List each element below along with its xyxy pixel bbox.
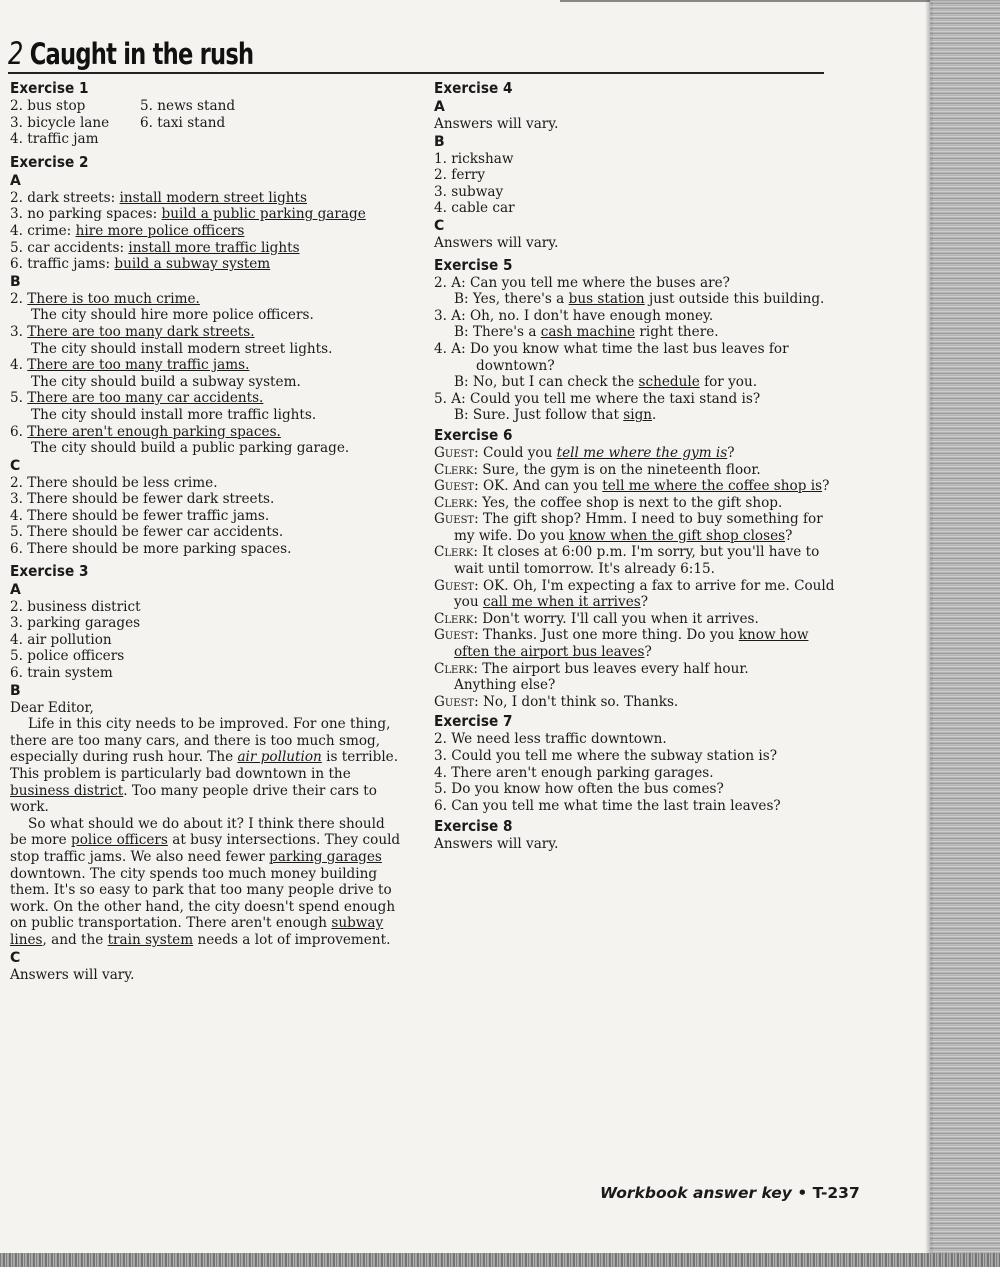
list-item: 5. There are too many car accidents. bbox=[10, 390, 264, 407]
list-item: 2. There should be less crime. bbox=[10, 474, 218, 491]
exercise-7-title: Exercise 7 bbox=[434, 712, 513, 731]
exercise-2-part-b bbox=[10, 291, 420, 457]
exercise-4-part-c-text: Answers will vary. bbox=[434, 234, 559, 251]
list-item: 6. traffic jams: build a subway system bbox=[10, 256, 271, 273]
left-column bbox=[10, 77, 420, 983]
list-item: 2. dark streets: install modern street lights bbox=[10, 189, 307, 206]
exercise-5-title: Exercise 5 bbox=[434, 255, 513, 274]
dialogue-line: Guest: Could you tell me where the gym is? bbox=[434, 444, 735, 461]
list-item: 4. air pollution bbox=[10, 631, 112, 648]
chapter-title bbox=[8, 36, 253, 72]
exercise-4-part-a-text: Answers will vary. bbox=[434, 116, 559, 132]
list-item: 6. There should be more parking spaces. bbox=[10, 541, 292, 558]
footer-label: Workbook answer key bbox=[600, 1184, 792, 1202]
list-item: 1. rickshaw bbox=[434, 150, 514, 167]
list-item: 3. no parking spaces: build a public parking garage bbox=[10, 206, 366, 223]
dialogue-line: my wife. Do you know when the gift shop closes? bbox=[454, 527, 793, 544]
letter-salutation: Dear Editor, bbox=[10, 699, 94, 716]
list-item: 2. business district bbox=[10, 598, 141, 615]
chapter-title-text: Caught in the rush bbox=[29, 37, 254, 71]
exercise-5-dialogues bbox=[434, 275, 854, 424]
dialogue-line: Guest: No, I don't think so. Thanks. bbox=[434, 693, 679, 710]
exercise-3-part-a-label: A bbox=[10, 581, 21, 598]
list-item: 2. We need less traffic downtown. bbox=[434, 731, 667, 748]
dialogue-line: downtown? bbox=[476, 357, 555, 374]
list-item: 6. train system bbox=[10, 665, 113, 682]
dialogue-line: often the airport bus leaves? bbox=[454, 644, 652, 661]
exercise-8-title: Exercise 8 bbox=[434, 817, 513, 836]
footer-bullet: • bbox=[797, 1184, 808, 1202]
dialogue-line: 5. A: Could you tell me where the taxi stand is? bbox=[434, 390, 761, 407]
exercise-4-part-a-label: A bbox=[434, 99, 445, 115]
dialogue-line: B: Sure. Just follow that sign. bbox=[454, 407, 657, 424]
dialogue-line: Guest: The gift shop? Hmm. I need to buy something for bbox=[434, 511, 823, 528]
list-item-detail: The city should install more traffic lights. bbox=[31, 406, 317, 423]
list-item: 5. news stand bbox=[140, 98, 236, 114]
dialogue-line: you call me when it arrives? bbox=[454, 594, 649, 611]
exercise-2-part-a bbox=[10, 190, 420, 273]
exercise-1-answers bbox=[10, 98, 420, 148]
exercise-4-part-b-label: B bbox=[434, 133, 445, 150]
dialogue-line: Clerk: It closes at 6:00 p.m. I'm sorry, but you'll have to bbox=[434, 544, 820, 561]
exercise-3-part-c-label: C bbox=[10, 949, 21, 966]
list-item-detail: The city should hire more police officers. bbox=[31, 307, 314, 324]
dialogue-line: 4. A: Do you know what time the last bus leaves for bbox=[434, 340, 789, 357]
list-item: 6. taxi stand bbox=[140, 114, 226, 131]
exercise-3-title: Exercise 3 bbox=[10, 561, 89, 580]
title-rule bbox=[8, 72, 824, 74]
list-item: 2. bus stop bbox=[10, 98, 86, 114]
dialogue-line: Anything else? bbox=[454, 677, 556, 694]
exercise-8-text: Answers will vary. bbox=[434, 836, 559, 853]
list-item: 6. Can you tell me what time the last train leaves? bbox=[434, 797, 781, 814]
list-item-detail: The city should build a subway system. bbox=[31, 373, 301, 390]
list-item: 5. There should be fewer car accidents. bbox=[10, 524, 284, 541]
list-item: 4. There should be fewer traffic jams. bbox=[10, 507, 270, 524]
list-item: 4. traffic jam bbox=[10, 131, 99, 148]
list-item: 6. There aren't enough parking spaces. bbox=[10, 423, 281, 440]
exercise-2-title: Exercise 2 bbox=[10, 152, 89, 171]
letter-paragraph-1: Life in this city needs to be improved. For one thing, there are too many cars, and there is too much smog, especially during rush hour. The air pollution is terrible. This problem is particularly bad downtown in the business district. Too many people drive their cars to work. bbox=[10, 716, 399, 816]
list-item: 2. There is too much crime. bbox=[10, 290, 200, 307]
list-item: 3. There are too many dark streets. bbox=[10, 323, 255, 340]
letter-paragraph-2: So what should we do about it? I think there should be more police officers at busy intersections. They could stop traffic jams. We also need fewer parking garages downtown. The city spends too much money building them. It's so easy to park that too many people drive to work. On the other hand, the city doesn't spend enough on public transportation. There aren't enough subway lines, and the train system needs a lot of improvement. bbox=[10, 815, 401, 948]
exercise-4-part-c-label: C bbox=[434, 217, 445, 234]
exercise-3-part-b-label: B bbox=[10, 682, 21, 699]
list-item: 3. Could you tell me where the subway station is? bbox=[434, 748, 778, 764]
dialogue-line: 2. A: Can you tell me where the buses are? bbox=[434, 274, 730, 291]
dialogue-line: wait until tomorrow. It's already 6:15. bbox=[454, 561, 715, 578]
list-item: 5. Do you know how often the bus comes? bbox=[434, 781, 724, 798]
list-item: 3. bicycle lane bbox=[10, 114, 110, 131]
dialogue-line: Clerk: The airport bus leaves every half hour. bbox=[434, 660, 749, 677]
scan-bottom-edge bbox=[0, 1253, 1000, 1267]
dialogue-line: 3. A: Oh, no. I don't have enough money. bbox=[434, 307, 714, 324]
list-item: 4. cable car bbox=[434, 200, 515, 217]
list-item: 3. subway bbox=[434, 183, 504, 200]
exercise-2-part-c-label: C bbox=[10, 457, 21, 474]
exercise-6-dialogue bbox=[434, 445, 854, 711]
book-binding-edge bbox=[930, 0, 1000, 1267]
exercise-2-part-b-label: B bbox=[10, 273, 21, 290]
dialogue-line: B: Yes, there's a bus station just outside this building. bbox=[454, 291, 825, 308]
list-item: 4. There aren't enough parking garages. bbox=[434, 764, 714, 781]
exercise-3-part-a bbox=[10, 599, 420, 682]
page-number: T-237 bbox=[812, 1184, 860, 1202]
list-item-detail: The city should build a public parking garage. bbox=[31, 440, 350, 457]
exercise-4-title: Exercise 4 bbox=[434, 79, 513, 97]
dialogue-line: Clerk: Sure, the gym is on the nineteenth floor. bbox=[434, 461, 761, 478]
dialogue-line: Clerk: Don't worry. I'll call you when it arrives. bbox=[434, 610, 759, 627]
exercise-2-part-c bbox=[10, 475, 420, 558]
page-footer bbox=[600, 1184, 860, 1202]
dialogue-line: B: There's a cash machine right there. bbox=[454, 324, 719, 341]
list-item: 5. police officers bbox=[10, 648, 125, 665]
list-item: 4. There are too many traffic jams. bbox=[10, 357, 250, 374]
chapter-number: 2 bbox=[8, 36, 23, 72]
exercise-4-part-b bbox=[434, 151, 854, 217]
exercise-3-part-c-text: Answers will vary. bbox=[10, 966, 135, 983]
dialogue-line: Guest: OK. Oh, I'm expecting a fax to arrive for me. Could bbox=[434, 577, 835, 594]
list-item: 3. There should be fewer dark streets. bbox=[10, 491, 275, 508]
dialogue-line: Clerk: Yes, the coffee shop is next to the gift shop. bbox=[434, 494, 783, 511]
list-item: 4. crime: hire more police officers bbox=[10, 222, 245, 239]
exercise-7-answers bbox=[434, 731, 854, 814]
dialogue-line: Guest: Thanks. Just one more thing. Do you know how bbox=[434, 627, 809, 644]
list-item: 2. ferry bbox=[434, 167, 486, 184]
exercise-1-title: Exercise 1 bbox=[10, 79, 89, 97]
exercise-2-part-a-label: A bbox=[10, 172, 21, 189]
list-item-detail: The city should install modern street lights. bbox=[31, 340, 333, 357]
list-item: 3. parking garages bbox=[10, 615, 141, 632]
right-column bbox=[434, 77, 854, 853]
list-item: 5. car accidents: install more traffic lights bbox=[10, 239, 300, 256]
exercise-6-title: Exercise 6 bbox=[434, 425, 513, 444]
dialogue-line: B: No, but I can check the schedule for you. bbox=[454, 374, 758, 391]
dialogue-line: Guest: OK. And can you tell me where the coffee shop is? bbox=[434, 478, 830, 495]
